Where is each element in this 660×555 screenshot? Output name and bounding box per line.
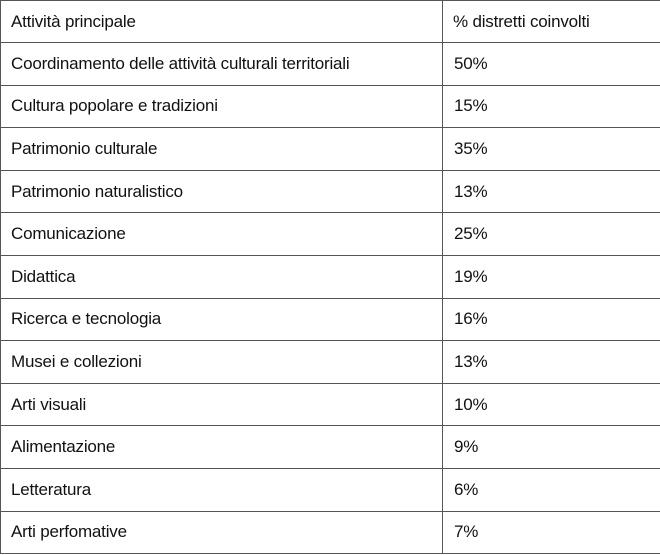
activity-cell: Arti perfomative: [1, 511, 443, 554]
activity-cell: Didattica: [1, 255, 443, 298]
percentage-cell: 10%: [443, 383, 660, 426]
percentage-cell: 7%: [443, 511, 660, 554]
column-header-percentage: % distretti coinvolti: [443, 1, 660, 43]
percentage-cell: 6%: [443, 468, 660, 511]
table-row: [1, 255, 660, 298]
table-row: [1, 128, 660, 171]
table-row: [1, 511, 660, 554]
activity-cell: Arti visuali: [1, 383, 443, 426]
percentage-cell: 9%: [443, 426, 660, 469]
percentage-cell: 19%: [443, 255, 660, 298]
table-row: [1, 383, 660, 426]
table-row: [1, 43, 660, 86]
table-row: [1, 213, 660, 256]
table-row: [1, 85, 660, 128]
table-row: [1, 170, 660, 213]
activity-cell: Patrimonio naturalistico: [1, 170, 443, 213]
activity-cell: Alimentazione: [1, 426, 443, 469]
table-row: [1, 341, 660, 384]
percentage-cell: 50%: [443, 43, 660, 86]
column-header-activity: Attività principale: [1, 1, 443, 43]
table-row: [1, 468, 660, 511]
activity-cell: Patrimonio culturale: [1, 128, 443, 171]
activity-cell: Cultura popolare e tradizioni: [1, 85, 443, 128]
activity-cell: Letteratura: [1, 468, 443, 511]
activity-cell: Ricerca e tecnologia: [1, 298, 443, 341]
percentage-cell: 16%: [443, 298, 660, 341]
table-row: [1, 298, 660, 341]
percentage-cell: 15%: [443, 85, 660, 128]
table-row: [1, 426, 660, 469]
activity-cell: Musei e collezioni: [1, 341, 443, 384]
percentage-cell: 35%: [443, 128, 660, 171]
percentage-cell: 25%: [443, 213, 660, 256]
table-header-row: [1, 1, 660, 43]
percentage-cell: 13%: [443, 170, 660, 213]
activity-cell: Comunicazione: [1, 213, 443, 256]
activity-cell: Coordinamento delle attività culturali territoriali: [1, 43, 443, 86]
percentage-cell: 13%: [443, 341, 660, 384]
